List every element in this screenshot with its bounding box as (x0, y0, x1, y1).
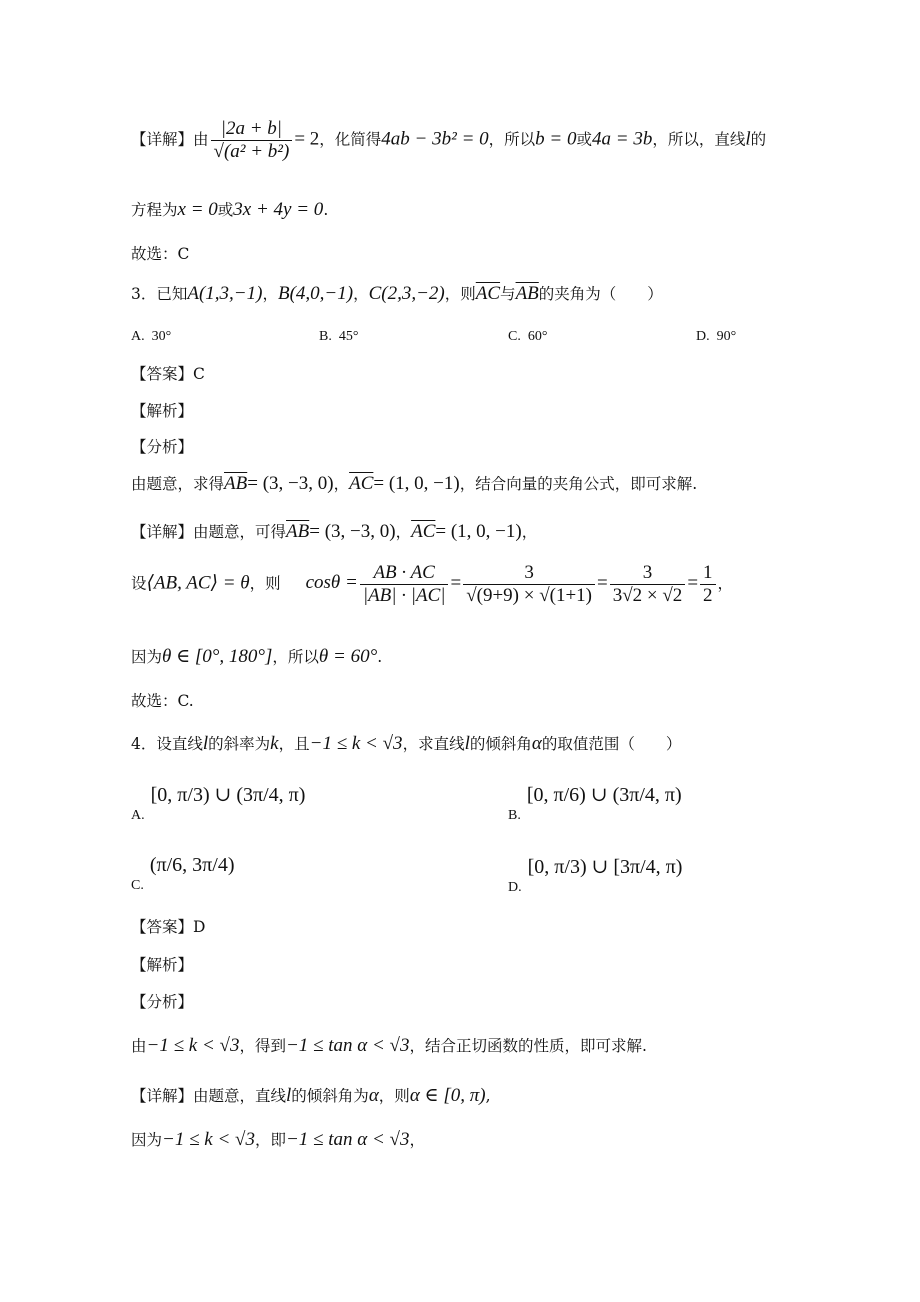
text: 的倾斜角 (469, 735, 532, 753)
vector-ac: $\overline{AC}$ (475, 283, 501, 304)
text: ，则 (249, 574, 281, 593)
option-value: 90° (716, 329, 737, 344)
math-var: l (202, 733, 209, 754)
text: ， (395, 523, 412, 541)
q3-fenxi-line (131, 472, 697, 495)
text: ，且 (278, 735, 310, 753)
math-expr: θ ∈ [0°, 180°] (162, 646, 273, 667)
cos-expr: cosθ = (305, 572, 358, 594)
math-expr: −1 ≤ k < √3 (162, 1129, 255, 1150)
fraction-denominator: 3√2 × √2 (612, 584, 683, 606)
math-var: l (464, 733, 470, 754)
text: ， (262, 285, 278, 303)
fraction-3 (610, 562, 686, 607)
equals: = (597, 572, 608, 594)
text: ，结合正切函数的性质，即可求解. (409, 1037, 647, 1055)
vector-ab: $\overline{AB}$ (224, 473, 248, 494)
q4-answer: 【答案】D (131, 918, 206, 936)
fraction-numerator: 1 (700, 562, 716, 585)
text: 的斜率为 (208, 735, 271, 753)
q3-option-c (508, 329, 547, 345)
math-expr: 3x + 4y = 0 (233, 199, 324, 220)
point-b: B(4,0,−1) (277, 283, 354, 304)
math-var: l (286, 1085, 292, 1106)
q3-choice: 故选：C. (131, 692, 194, 710)
q3-option-d (696, 329, 736, 345)
text: 的 (750, 130, 767, 149)
text: ，所以 (488, 130, 536, 149)
text: ，所以，直线 (652, 130, 746, 149)
fraction-numerator: AB · AC (360, 562, 449, 585)
math-expr: x = 0 (177, 199, 218, 220)
text: 【详解】由题意，可得 (131, 523, 287, 541)
option-value: [0, π/3) ∪ [3π/4, π) (527, 856, 683, 878)
math-expr: = (1, 0, −1) (435, 521, 522, 542)
option-label: B. (319, 329, 332, 344)
fraction-denominator: |AB| · |AC| (362, 584, 446, 606)
text: 的取值范围（ ） (541, 735, 682, 753)
text: 【详解】由题意，直线 (131, 1087, 287, 1105)
math-expr: = (3, −3, 0) (309, 521, 396, 542)
q3-stem (131, 282, 663, 305)
math-expr: −1 ≤ k < √3 (309, 733, 403, 754)
text: ，所以 (272, 648, 319, 666)
text: 与 (500, 285, 516, 303)
choice-line-1: 故选：C (131, 245, 190, 263)
text: 3．已知 (131, 285, 188, 303)
text: 4．设直线 (131, 735, 203, 753)
math-expr: b = 0 (535, 128, 577, 150)
fraction-4 (700, 562, 716, 607)
option-label: D. (508, 880, 522, 895)
fraction-denominator: 2 (703, 584, 713, 606)
option-label: B. (508, 808, 521, 823)
option-value: 60° (527, 329, 548, 344)
text: 由 (131, 1037, 147, 1055)
math-var: α (368, 1085, 379, 1106)
text: 或 (217, 201, 234, 219)
fraction-numerator: |2a + b| (211, 118, 293, 141)
fraction-numerator: 3 (610, 562, 686, 585)
option-value: 45° (338, 329, 359, 344)
vector-ac: $\overline{AC}$ (349, 473, 374, 494)
math-var: k (270, 733, 279, 754)
text: ，结合向量的夹角公式，即可求解. (459, 475, 698, 493)
equation-rhs: = 2 (294, 128, 320, 150)
angle-expr: ⟨AB, AC⟩ = θ (146, 572, 250, 594)
option-label: A. (131, 329, 145, 344)
math-expr: 4ab − 3b² = 0 (381, 128, 489, 150)
text: 或 (576, 130, 592, 149)
q3-because-line (131, 645, 382, 668)
vector-ab: $\overline{AB}$ (515, 283, 539, 304)
q4-stem (131, 732, 681, 755)
fraction-1 (360, 562, 449, 607)
text: 设 (131, 574, 147, 593)
math-expr: −1 ≤ tan α < √3 (285, 1035, 410, 1056)
q4-fenxi: 【分析】 (131, 993, 194, 1011)
text: ，即 (254, 1131, 286, 1149)
text: 的倾斜角为 (291, 1087, 369, 1105)
option-value: (π/6, 3π/4) (149, 854, 235, 876)
vector-ab: $\overline{AB}$ (286, 521, 310, 542)
math-expr: −1 ≤ k < √3 (146, 1035, 240, 1056)
option-label: D. (696, 329, 710, 344)
q3-option-b (319, 329, 358, 345)
equals: = (687, 572, 699, 594)
text: ， (521, 523, 538, 541)
option-value: [0, π/3) ∪ (3π/4, π) (150, 784, 306, 806)
fraction-denominator: √(9+9) × √(1+1) (466, 584, 593, 606)
q3-fenxi: 【分析】 (131, 438, 194, 456)
option-label: C. (508, 329, 521, 344)
text: 由题意，求得 (131, 475, 225, 493)
text: 的夹角为（ ） (538, 285, 663, 303)
q4-detail-line (131, 1084, 491, 1107)
text: ， (409, 1131, 425, 1149)
equals: = (450, 572, 462, 594)
point-a: A(1,3,−1) (187, 283, 263, 304)
q4-fenxi-line (131, 1034, 647, 1057)
option-value: [0, π/6) ∪ (3π/4, π) (526, 784, 682, 806)
fraction-numerator: 3 (463, 562, 595, 585)
option-value: 30° (151, 329, 172, 344)
q4-analysis: 【解析】 (131, 956, 194, 974)
text: ， (353, 285, 369, 303)
q4-option-a (131, 782, 306, 823)
text: ，则 (444, 285, 476, 303)
q3-analysis: 【解析】 (131, 402, 194, 420)
text: 方程为 (131, 201, 178, 219)
math-expr: l (745, 128, 751, 150)
text: ，得到 (239, 1037, 286, 1055)
math-expr: θ = 60° (318, 646, 378, 667)
q4-because-line (131, 1128, 425, 1151)
math-expr: = (3, −3, 0) (247, 473, 334, 494)
text: 因为 (131, 1131, 163, 1149)
math-expr: α ∈ [0, π) (409, 1085, 486, 1106)
vector-ac: $\overline{AC}$ (411, 521, 436, 542)
detail-label: 【详解】由 (131, 130, 209, 149)
q3-detail-line (131, 520, 537, 543)
text: . (377, 648, 383, 666)
q3-answer: 【答案】C (131, 365, 205, 383)
detail-line-1 (131, 118, 766, 163)
text: ，求直线 (402, 735, 465, 753)
math-expr: −1 ≤ tan α < √3 (285, 1129, 410, 1150)
q4-option-d (508, 854, 683, 895)
text: . (323, 201, 329, 219)
q3-option-a (131, 329, 171, 345)
text: ，化简得 (319, 130, 382, 149)
text: ， (333, 475, 350, 493)
q4-option-b (508, 782, 682, 823)
q4-option-c (131, 854, 235, 893)
option-label: C. (131, 878, 144, 893)
text: ， (717, 574, 734, 593)
fraction (211, 118, 293, 163)
text: ，则 (378, 1087, 410, 1105)
math-expr: 4a = 3b (592, 128, 653, 150)
point-c: C(2,3,−2) (368, 283, 445, 304)
q3-cos-line (131, 562, 733, 607)
math-expr: = (1, 0, −1) (373, 473, 460, 494)
fraction-2 (463, 562, 595, 607)
text: , (485, 1087, 491, 1105)
text: 因为 (131, 648, 163, 666)
option-label: A. (131, 808, 145, 823)
detail-line-2 (131, 198, 328, 221)
fraction-denominator: √(a² + b²) (213, 140, 290, 162)
math-var: α (531, 733, 542, 754)
